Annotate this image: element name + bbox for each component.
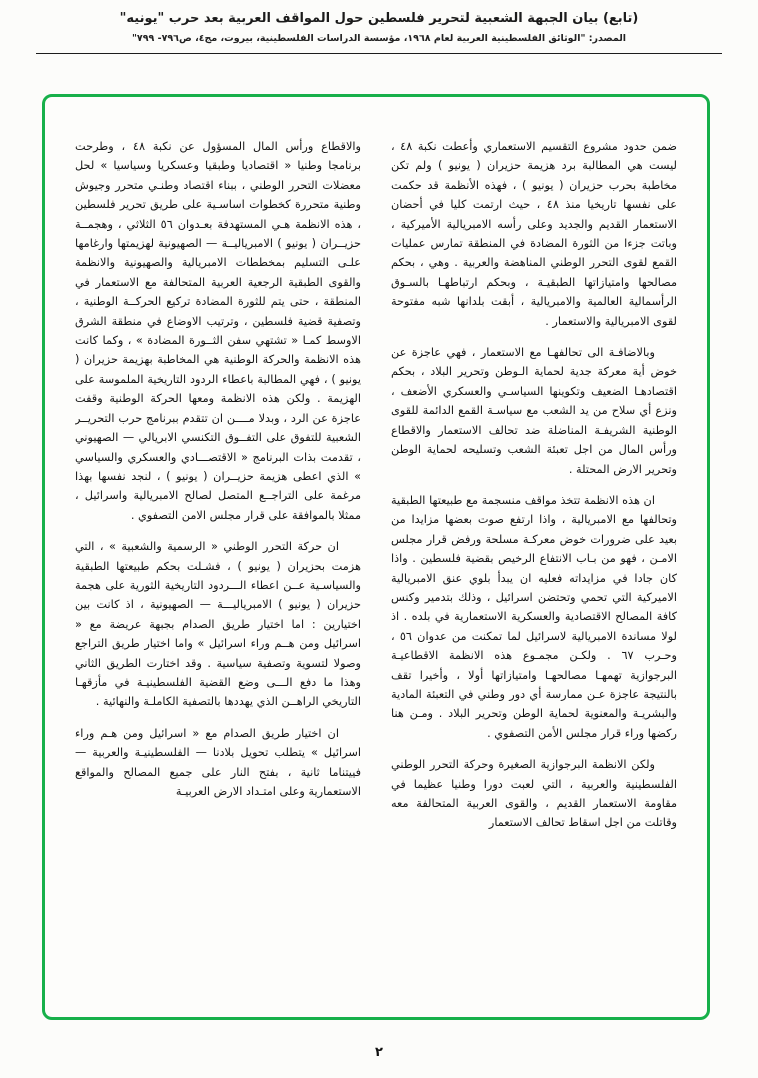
source-line: المصدر: "الوثائق الفلسطينية العربية لعام ١٩٦٨، مؤسسة الدراسات الفلسطينية، بيروت، مج٤، ص٧٩٦- ٧٩٩" bbox=[131, 33, 627, 44]
column-left bbox=[75, 137, 361, 987]
paragraph: وبالاضافـة الى تحالفهـا مع الاستعمار ، فهي عاجزة عن خوض أية معركة جدية لحماية الـوطن وتحرير البلاد ، بحكم اقتصادهـا الضعيف وتكوينها السياسـي والعسكري الأضعف ، ونزع أي سلاح من يد الشعب مع سياسـة القمع الدائمة للقوى الوطنية الشريفـة المناضلة ضد تحالف الاستعمار والاقطاع ورأس المال من اجل تعبئة الشعب وتسليحه لحماية الوطن وتحرير الارض المحتلة . bbox=[391, 346, 677, 476]
page-number: ٢ bbox=[375, 1045, 383, 1060]
paragraph: ولكن الانظمة البرجوازية الصغيرة وحركة التحرر الوطني الفلسطينية والعربية ، التي لعبت دورا وطنيا عظيما في مقاومة الاستعمار القديم ، والقوى العربية المتحالفة معه وقاتلت من اجل اسقاط تحالف الاستعمار bbox=[391, 758, 677, 830]
text-columns bbox=[45, 97, 707, 1017]
paragraph: والاقطاع ورأس المال المسؤول عن نكبة ٤٨ ، وطرحت برنامجا وطنيا « اقتصاديا وطبقيا وعسكريا وسياسيا » لحل معضلات التحرر الوطني ، ببناء اقتصاد وطنـي متحرر وجيوش وطنية متحررة كخطوات اساسـية على طريق تحرير فلسطين ، هذه الانظمة هـي المستهدفة بعـدوان ٥٦ الثلاثي ، وهجمــة حزيــران ( يونيو ) الامبرياليــة — الصهيونية لهزيمتها وارغامها علـى التسليم بمخططات الامبريالية والصهيونية والانظمة والقوى الطبقية الرجعية العربية المتحالفة مع الاستعمار في المنطقة ، حتى يتم للثورة المضادة تركيع الحركــة الوطنية ، وتصفية قضية فلسطين ، وترتيب الاوضاع في منطقة الشرق الاوسط كمـا « تشتهي سفن الثــورة المضادة » ، وكما كانت هذه الانظمة والحركة الوطنية هي المخاطبة بهزيمة حزيران ( يونيو ) ، فهي المطالبة باعطاء الردود التاريخية الملموسة على الهزيمة . ولكن هذه الانظمة ومعها الحركة الوطنية وقفت عاجزة عن الرد ، وبدلا مــــن ان تتقدم ببرنامج حرب التحريــر الشعبية للتفوق على التفــوق التكنسي الابريالي — الصهيوني ، تقدمت بذات البرنامج « الاقتصـــادي والعسكري والسياسي » الذي اعطى هزيمة حزيــران ( يونيو ) ، لنجد نفسها بهذا مرغمة على التراجــع المتصل لصالح الامبريالية واسرائيل ، ممثلا بالموافقة على قرار مجلس الامن التصفوي . bbox=[75, 140, 361, 522]
header-divider bbox=[36, 53, 722, 54]
paragraph: ضمن حدود مشروع التقسيم الاستعماري وأعطت نكبة ٤٨ ، ليست هي المطالبة برد هزيمة حزيران ( يونيو ) ولم تكن مخاطبة بحرب حزيران ( يونيو ) ، فهذه الأنظمة قد حكمت على نفسها تاريخيا منذ ٤٨ ، حيث ارتمت كليا في أحضان الاستعمار القديم والجديد وعلى رأسه الامبريالية الأميركية ، وباتت جزءا من الثورة المضادة في المنطقة تمارس عمليات القمع لقوى التحرر الوطني المناهضة والعربية . وهي ، بحكم مصالحها وامتيازاتها الطبقيـة ، وبحكم ارتباطهـا بالسـوق الرأسمالية العالمية والامبريالية ، أبقت بلدانها شبه مفتوحة لقوى الامبريالية والاستعمار . bbox=[391, 140, 677, 328]
paragraph: ان اختيار طريق الصدام مع « اسرائيل ومن هـم وراء اسرائيل » يتطلب تحويل بلادنا — الفلسطينيـة والعربية — فييتناما ثانية ، بفتح النار على جميع المصالح والمواقع الاستعمارية وعلى امتـداد الارض العربيـة bbox=[75, 726, 361, 798]
document-title: (تابع) بيان الجبهة الشعبية لتحرير فلسطين حول المواقف العربية بعد حرب "يونيه" bbox=[119, 11, 639, 26]
column-right bbox=[391, 137, 677, 987]
page-header bbox=[0, 0, 758, 44]
paragraph: ان هذه الانظمة تتخذ مواقف منسجمة مع طبيعتها الطبقية وتحالفها مع الامبريالية ، واذا ارتفع صوت بعضها مزايدا من بعيد على ضرورات خوض معركـة مسلحة ورفض قرار مجلس الامـن ، فهو من بـاب الانتفاع الرخيص بقضية فلسطين . واذا كان جادا في مزايداته فعليه ان يبدأ بلوي عنق الامبريالية الاميركية التي تحمي وتحتضن اسرائيل ، وذلك بتدمير وكنس كافة المصالح الاقتصادية والعسكرية الاستعمارية في بلده . اذ لولا مساندة الامبريالية لاسرائيل لما تمكنت من عدوان ٥٦ ، وحـرب ٦٧ . ولكـن مجمـوع هذه الانظمة الاقطاعيـة البرجوازية تهمهـا مصالحهـا وامتيازاتها أولا ، وأخيرا تقف بالنتيجة عاجزة عـن ممارسة أي دور وطني في التعبئة المادية والبشريـة والمعنوية لحماية الوطن وتحرير البلاد . ومـن هنا ركضها وراء قرار مجلس الأمن التصفوي . bbox=[391, 493, 677, 740]
content-frame bbox=[42, 94, 710, 1020]
paragraph: ان حركة التحرر الوطني « الرسمية والشعبية » ، التي هزمت بحزيران ( يونيو ) ، فشـلت بحكم طبيعتها الطبقية والسياسـية عــن اعطاء الـــردود التاريخية الثورية على هجمة حزيران ( يونيو ) الامبرياليـــة — الصهيونية ، اذ كانت بين اختيارين : اما اختيار طريق الصدام بجبهة عريضة مع « اسرائيل ومن هــم وراء اسرائيل » واما اختيار طريق التراجع وصولا لتسوية وتصفية سياسية . وقد اختارت الطريق الثاني وهذا ما دفع الـــى وضع القضية الفلسطينيـة في مأزقهـا التاريخي الراهــن الذي يهددها بالتصفية الكاملـة والنهائية . bbox=[75, 540, 361, 709]
